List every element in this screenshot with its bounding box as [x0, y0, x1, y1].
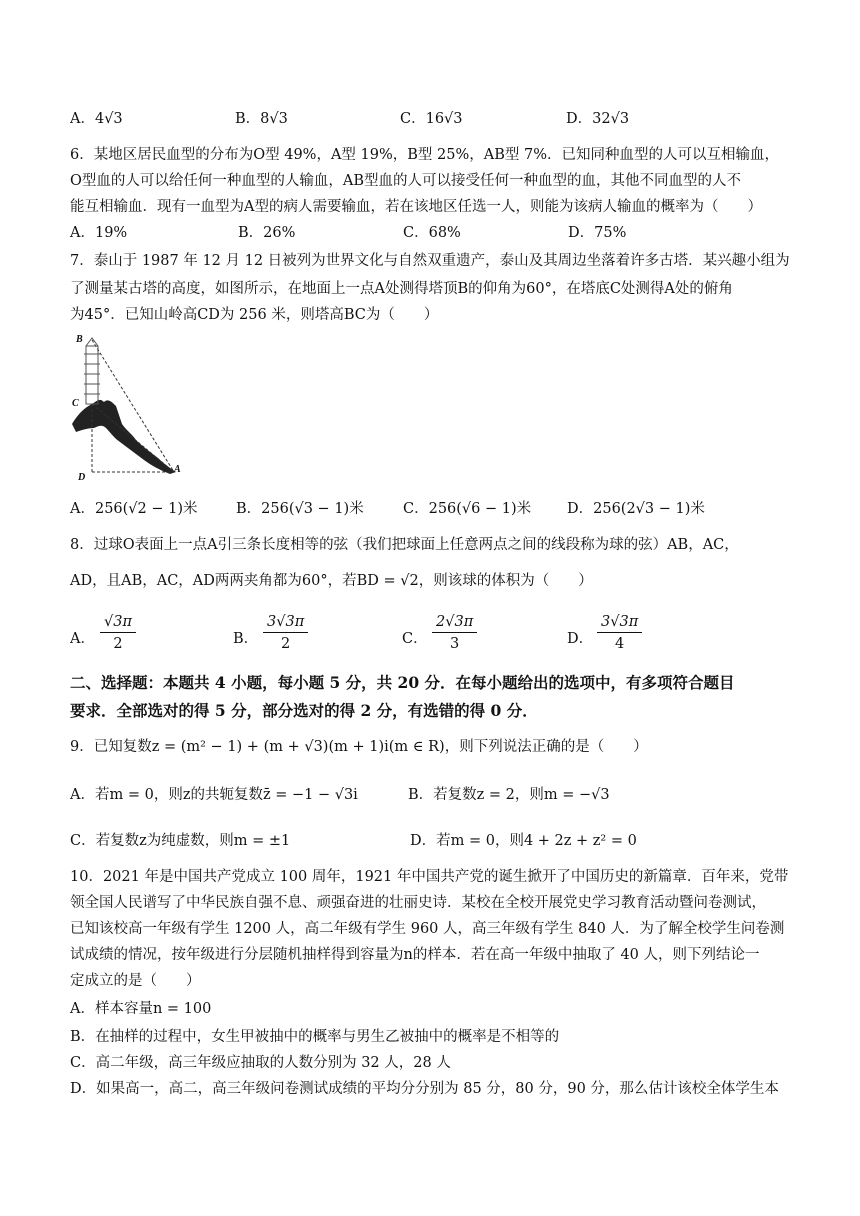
q10-stem-line-1: 10．2021 年是中国共产党成立 100 周年，1921 年中国共产党的诞生掀开了中国历史的新篇章．百年来，党带 — [70, 869, 789, 885]
tower-figure — [70, 332, 190, 484]
q10-stem-line-3: 已知该校高一年级有学生 1200 人，高二年级有学生 960 人，高三年级有学生 840 人．为了解全校学生问卷测 — [70, 921, 785, 937]
q6-option-a: A．19% — [70, 225, 128, 241]
q5-option-a: A．4√3 — [70, 111, 123, 127]
label-c: C — [72, 398, 79, 409]
q9-option-c: C．若复数z为纯虚数，则m = ±1 — [70, 833, 291, 849]
q5-options — [70, 108, 800, 134]
q10-stem-line-4: 试成绩的情况，按年级进行分层随机抽样得到容量为n的样本．若在高一年级中抽取了 40 人，则下列结论一 — [70, 947, 760, 963]
q6-option-d: D．75% — [568, 225, 627, 241]
label-b: B — [76, 334, 83, 345]
q8-stem-line-2: AD，且AB，AC，AD两两夹角都为60°，若BD = √2，则该球的体积为（ ） — [70, 573, 593, 589]
q5-option-c: C．16√3 — [400, 111, 463, 127]
tower-diagram — [70, 332, 190, 484]
q6-option-b: B．26% — [238, 225, 296, 241]
q7-stem-line-2: 了测量某古塔的高度，如图所示，在地面上一点A处测得塔顶B的仰角为60°，在塔底C处测得A处的俯角 — [70, 281, 733, 297]
label-d: D — [78, 472, 86, 483]
q7-stem-line-1: 7．泰山于 1987 年 12 月 12 日被列为世界文化与自然双重遗产，泰山及其周边坐落着许多古塔．某兴趣小组为 — [70, 253, 790, 269]
q8-option-b-denominator: 2 — [281, 636, 291, 652]
section2-heading-line-2: 要求．全部选对的得 5 分，部分选对的得 2 分，有选错的得 0 分． — [70, 701, 538, 720]
q6-stem-line-2: O型血的人可以给任何一种血型的人输血，AB型血的人可以接受任何一种血型的血，其他不同血型的人不 — [70, 173, 742, 189]
q7-option-b: B．256(√3 − 1)米 — [236, 501, 364, 517]
tower-body — [86, 346, 98, 404]
q9-options-row-1 — [70, 784, 800, 810]
q8-option-b-fraction — [263, 612, 308, 655]
q7-option-a: A．256(√2 − 1)米 — [70, 501, 198, 517]
q7-option-d: D．256(2√3 − 1)米 — [567, 501, 705, 517]
q6-stem-line-1: 6．某地区居民血型的分布为O型 49%，A型 19%，B型 25%，AB型 7%．已知同种血型的人可以互相输血， — [70, 147, 779, 163]
q8-option-a-numerator: √3π — [100, 612, 136, 633]
q8-option-c-label: C． — [402, 631, 428, 647]
q8-option-d-label: D． — [567, 631, 594, 647]
q7-options — [70, 498, 800, 524]
q10-stem-line-2: 领全国人民谱写了中华民族自强不息、顽强奋进的壮丽史诗．某校在全校开展党史学习教育活动暨问卷测试， — [70, 895, 766, 911]
section2-heading-line-1: 二、选择题：本题共 4 小题，每小题 5 分，共 20 分．在每小题给出的选项中，有多项符合题目 — [70, 673, 735, 692]
q7-option-c: C．256(√6 − 1)米 — [403, 501, 532, 517]
q8-option-a-fraction — [100, 612, 136, 655]
q10-option-c: C．高二年级，高三年级应抽取的人数分别为 32 人，28 人 — [70, 1055, 451, 1071]
q8-options — [70, 612, 800, 662]
q5-option-b: B．8√3 — [235, 111, 288, 127]
label-a: A — [174, 464, 181, 475]
q8-option-a-denominator: 2 — [113, 636, 123, 652]
q9-option-a: A．若m = 0，则z的共轭复数z̄ = −1 − √3i — [70, 787, 358, 803]
q5-option-d: D．32√3 — [566, 111, 630, 127]
mountain-silhouette — [72, 400, 176, 474]
q10-option-b: B．在抽样的过程中，女生甲被抽中的概率与男生乙被抽中的概率是不相等的 — [70, 1029, 560, 1045]
q9-options-row-2 — [70, 830, 800, 856]
q8-option-a-label: A． — [70, 631, 95, 647]
q9-stem: 9．已知复数z = (m² − 1) + (m + √3)(m + 1)i(m ∈ R)，则下列说法正确的是（ ） — [70, 739, 648, 755]
q8-option-b-label: B． — [233, 631, 259, 647]
q8-option-c-denominator: 3 — [450, 636, 460, 652]
q10-option-d: D．如果高一，高二，高三年级问卷测试成绩的平均分分别为 85 分，80 分，90 分，那么估计该校全体学生本 — [70, 1081, 779, 1097]
q8-option-d-denominator: 4 — [615, 636, 625, 652]
q9-option-d: D．若m = 0，则4 + 2z + z² = 0 — [410, 833, 637, 849]
q6-options — [70, 222, 800, 248]
q9-option-b: B．若复数z = 2，则m = −√3 — [408, 787, 610, 803]
q8-option-d-numerator: 3√3π — [597, 612, 642, 633]
q10-option-a: A．样本容量n = 100 — [70, 1001, 212, 1017]
q6-stem-line-3: 能互相输血．现有一血型为A型的病人需要输血，若在该地区任选一人，则能为该病人输血的概率为（ ） — [70, 199, 762, 215]
q10-stem-line-5: 定成立的是（ ） — [70, 973, 201, 989]
q8-option-c-numerator: 2√3π — [432, 612, 477, 633]
q8-stem-line-1: 8．过球O表面上一点A引三条长度相等的弦（我们把球面上任意两点之间的线段称为球的弦）AB，AC， — [70, 537, 739, 553]
q8-option-c-fraction — [432, 612, 477, 655]
q7-stem-line-3: 为45°．已知山岭高CD为 256 米，则塔高BC为（ ） — [70, 307, 439, 323]
q8-option-d-fraction — [597, 612, 642, 655]
q8-option-b-numerator: 3√3π — [263, 612, 308, 633]
q6-option-c: C．68% — [403, 225, 461, 241]
